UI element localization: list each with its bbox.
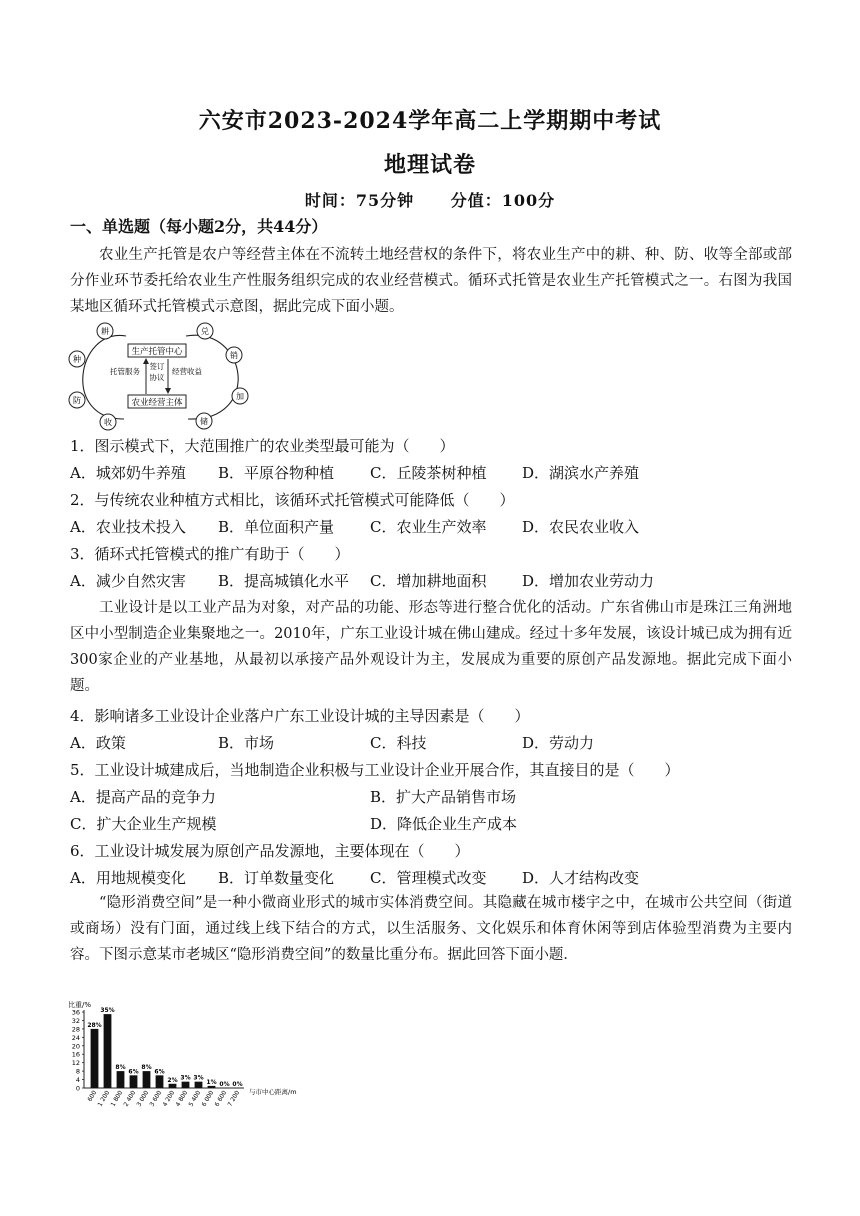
q3-option-d[interactable]: D．增加农业劳动力: [522, 572, 655, 590]
chart-data-label: 6%: [128, 1068, 139, 1076]
chart-bar: [104, 1014, 112, 1088]
top-box-label: 生产托管中心: [131, 347, 183, 357]
chart-data-label: 28%: [87, 1021, 102, 1029]
q2-option-d[interactable]: D．农民农业收入: [522, 518, 640, 536]
chart-y-tick-label: 16: [71, 1050, 80, 1059]
q4-option-d[interactable]: D．劳动力: [522, 734, 595, 752]
exam-score: 分值：100分: [450, 191, 556, 210]
consumption-space-bar-chart: [66, 998, 306, 1110]
chart-x-tick-label: 5 400: [187, 1089, 203, 1108]
chart-data-label: 3%: [193, 1074, 204, 1082]
q1-option-c[interactable]: C．丘陵茶树种植: [370, 464, 487, 482]
chart-data-label: 3%: [180, 1074, 191, 1082]
q6-option-c[interactable]: C．管理模式改变: [370, 869, 487, 887]
chart-data-label: 1%: [206, 1078, 217, 1086]
chart-data-label: 2%: [167, 1076, 178, 1084]
q5-option-c[interactable]: C．扩大企业生产规模: [70, 815, 217, 833]
q6-option-b[interactable]: B．订单数量变化: [218, 869, 335, 887]
exam-meta: [0, 188, 860, 211]
chart-x-tick-label: 1 200: [96, 1089, 112, 1108]
q6-option-a[interactable]: A．用地规模变化: [70, 869, 186, 887]
chart-bar: [169, 1084, 177, 1088]
chart-x-tick-label: 7 200: [226, 1089, 242, 1108]
q6-option-d[interactable]: D．人才结构改变: [522, 869, 640, 887]
question-3: 3．循环式托管模式的推广有助于（ ）: [70, 545, 350, 563]
question-1: 1．图示模式下，大范围推广的农业类型最可能为（ ）: [70, 437, 455, 455]
question-4: 4．影响诸多工业设计企业落户广东工业设计城的主导因素是（ ）: [70, 707, 530, 725]
exam-time: 时间：75分钟: [304, 191, 415, 210]
chart-x-label: 与市中心距离/m: [249, 1088, 297, 1096]
section-heading: 一、单选题（每小题2分，共44分）: [70, 217, 328, 236]
chart-x-tick-label: 4 800: [174, 1089, 190, 1108]
node-exchange: 兑: [201, 327, 209, 336]
q1-option-a[interactable]: A．城郊奶牛养殖: [70, 464, 186, 482]
chart-y-tick-label: 0: [75, 1084, 80, 1093]
chart-y-tick-label: 4: [75, 1076, 80, 1085]
chart-y-tick-label: 36: [71, 1008, 80, 1017]
chart-y-tick-label: 32: [71, 1016, 80, 1025]
q1-option-b[interactable]: B．平原谷物种植: [218, 464, 335, 482]
q2-option-a[interactable]: A．农业技术投入: [70, 518, 186, 536]
chart-bar: [117, 1071, 125, 1088]
q2-option-c[interactable]: C．农业生产效率: [370, 518, 487, 536]
question-6: 6．工业设计城发展为原创产品发源地，主要体现在（ ）: [70, 842, 470, 860]
chart-bar: [130, 1075, 138, 1088]
chart-data-label: 0%: [232, 1081, 243, 1088]
chart-x-tick-label: 3 600: [148, 1089, 164, 1108]
node-plant: 种: [73, 355, 81, 364]
chart-bar: [143, 1071, 151, 1088]
chart-data-label: 8%: [141, 1064, 152, 1072]
chart-x-tick-label: 6 600: [213, 1089, 229, 1108]
chart-data-label: 8%: [115, 1064, 126, 1072]
chart-x-tick-label: 3 000: [135, 1089, 151, 1108]
exam-title: 六安市2023-2024学年高二上学期期中考试: [198, 108, 662, 134]
chart-x-tick-label: 2 400: [122, 1089, 138, 1108]
q3-option-c[interactable]: C．增加耕地面积: [370, 572, 487, 590]
q1-option-d[interactable]: D．湖滨水产养殖: [522, 464, 640, 482]
node-store: 储: [200, 417, 208, 426]
chart-data-label: 35%: [100, 1007, 115, 1015]
q5-option-a[interactable]: A．提高产品的竞争力: [70, 788, 216, 806]
chart-x-tick-label: 6 000: [200, 1089, 216, 1108]
label-service: 托管服务: [110, 367, 140, 376]
label-agreement-1: 签订: [149, 362, 165, 371]
exam-subtitle: 地理试卷: [383, 152, 476, 178]
q5-option-b[interactable]: B．扩大产品销售市场: [370, 788, 517, 806]
passage-2: 工业设计是以工业产品为对象，对产品的功能、形态等进行整合优化的活动。广东省佛山市是珠江三角洲地区中小型制造企业集聚地之一。2010年，广东工业设计城在佛山建成。经过十多年发展，该设计城已成为拥有近300家企业的产业基地，从最初以承接产品外观设计为主，发展成为重要的原创产品发源地。据此完成下面小题。: [70, 600, 792, 694]
chart-x-tick-label: 4 200: [161, 1089, 177, 1108]
chart-y-tick-label: 8: [75, 1067, 80, 1076]
chart-y-tick-label: 20: [71, 1042, 80, 1051]
question-2: 2．与传统农业种植方式相比，该循环式托管模式可能降低（ ）: [70, 491, 515, 509]
passage-3: “隐形消费空间”是一种小微商业形式的城市实体消费空间。其隐藏在城市楼宇之中，在城市公共空间（街道或商场）没有门面，通过线上线下结合的方式，以生活服务、文化娱乐和体育休闲等到店体验型消费为主要内容。下图示意某市老城区“隐形消费空间”的数量比重分布。据此回答下面小题．: [70, 895, 792, 963]
q4-option-a[interactable]: A．政策: [70, 734, 126, 752]
node-harvest: 收: [104, 418, 112, 427]
chart-data-label: 0%: [219, 1081, 230, 1088]
question-5: 5．工业设计城建成后，当地制造企业积极与工业设计企业开展合作，其直接目的是（ ）: [70, 761, 680, 779]
q4-option-b[interactable]: B．市场: [218, 734, 275, 752]
label-income: 经营收益: [172, 367, 202, 376]
chart-y-label: 比重/%: [68, 1001, 92, 1009]
q4-option-c[interactable]: C．科技: [370, 734, 427, 752]
chart-x-tick-label: 600: [86, 1089, 99, 1103]
q2-option-b[interactable]: B．单位面积产量: [218, 518, 335, 536]
chart-bar: [195, 1082, 203, 1088]
label-agreement-2: 协议: [149, 373, 165, 382]
circular-trust-diagram: [68, 322, 258, 432]
chart-y-tick-label: 28: [71, 1025, 80, 1034]
chart-bar: [156, 1075, 164, 1088]
q5-option-d[interactable]: D．降低企业生产成本: [370, 815, 518, 833]
passage-1: 农业生产托管是农户等经营主体在不流转土地经营权的条件下，将农业生产中的耕、种、防、收等全部或部分作业环节委托给农业生产性服务组织完成的农业经营模式。循环式托管是农业生产托管模式之一。右图为我国某地区循环式托管模式示意图，据此完成下面小题。: [70, 247, 792, 315]
chart-x-tick-label: 1 800: [109, 1089, 125, 1108]
q3-option-b[interactable]: B．提高城镇化水平: [218, 572, 350, 590]
chart-y-tick-label: 24: [71, 1033, 80, 1042]
node-plow: 耕: [101, 327, 109, 336]
node-protect: 防: [73, 396, 81, 405]
left-loop: [83, 336, 126, 420]
node-sell: 销: [230, 351, 238, 360]
chart-bar: [91, 1029, 99, 1088]
chart-bar: [208, 1086, 216, 1088]
chart-bar: [182, 1082, 190, 1088]
node-process: 加: [236, 392, 244, 401]
bottom-box-label: 农业经营主体: [131, 398, 183, 408]
chart-data-label: 6%: [154, 1068, 165, 1076]
q3-option-a[interactable]: A．减少自然灾害: [70, 572, 186, 590]
chart-y-tick-label: 12: [71, 1059, 80, 1068]
